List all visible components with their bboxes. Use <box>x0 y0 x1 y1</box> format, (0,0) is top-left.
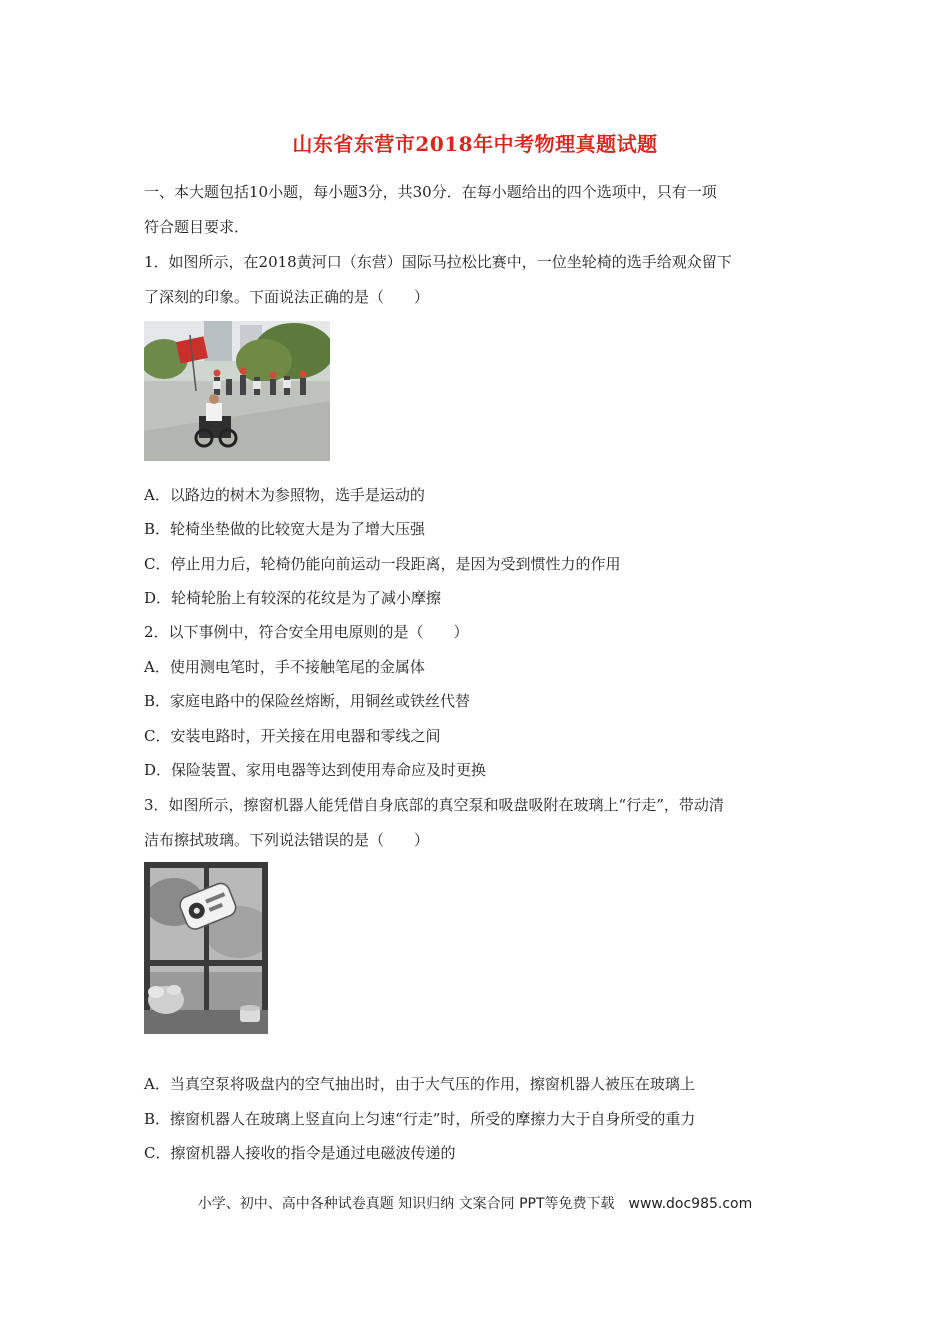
q1-option-c: C．停止用力后，轮椅仍能向前运动一段距离，是因为受到惯性力的作用 <box>144 555 621 573</box>
section-instruction-line-2: 符合题目要求． <box>144 218 250 236</box>
document-title: 山东省东营市2018年中考物理真题试题 <box>292 132 658 156</box>
q3-option-a: A．当真空泵将吸盘内的空气抽出时，由于大气压的作用，擦窗机器人被压在玻璃上 <box>144 1075 695 1093</box>
q2-stem: 2．以下事例中，符合安全用电原则的是（ ） <box>144 623 469 641</box>
q1-stem-line-2: 了深刻的印象。下面说法正确的是（ ） <box>144 288 430 306</box>
q2-option-b: B．家庭电路中的保险丝熔断，用铜丝或铁丝代替 <box>144 692 471 710</box>
section-instruction-line-1: 一、本大题包括10小题，每小题3分，共30分．在每小题给出的四个选项中，只有一项 <box>144 183 717 201</box>
q1-option-d: D．轮椅轮胎上有较深的花纹是为了减小摩擦 <box>144 589 442 607</box>
q1-stem-line-1: 1．如图所示，在2018黄河口（东营）国际马拉松比赛中，一位坐轮椅的选手给观众留下 <box>144 253 732 271</box>
q2-option-d: D．保险装置、家用电器等达到使用寿命应及时更换 <box>144 761 487 779</box>
page-footer: 小学、初中、高中各种试卷真题 知识归纳 文案合同 PPT等免费下载 www.doc985.com <box>197 1196 753 1212</box>
q1-option-a: A．以路边的树木为参照物，选手是运动的 <box>144 486 425 504</box>
marathon-wheelchair-photo <box>144 321 330 461</box>
window-cleaning-robot-photo <box>144 862 268 1034</box>
q2-option-c: C．安装电路时，开关接在用电器和零线之间 <box>144 727 441 745</box>
q2-option-a: A．使用测电笔时，手不接触笔尾的金属体 <box>144 658 425 676</box>
q3-option-b: B．擦窗机器人在玻璃上竖直向上匀速“行走”时，所受的摩擦力大于自身所受的重力 <box>144 1110 696 1128</box>
q1-option-b: B．轮椅坐垫做的比较宽大是为了增大压强 <box>144 520 426 538</box>
q3-option-c: C．擦窗机器人接收的指令是通过电磁波传递的 <box>144 1144 456 1162</box>
q3-stem-line-2: 洁布擦拭玻璃。下列说法错误的是（ ） <box>144 831 430 849</box>
q3-stem-line-1: 3．如图所示，擦窗机器人能凭借自身底部的真空泵和吸盘吸附在玻璃上“行走”，带动清 <box>144 796 724 814</box>
